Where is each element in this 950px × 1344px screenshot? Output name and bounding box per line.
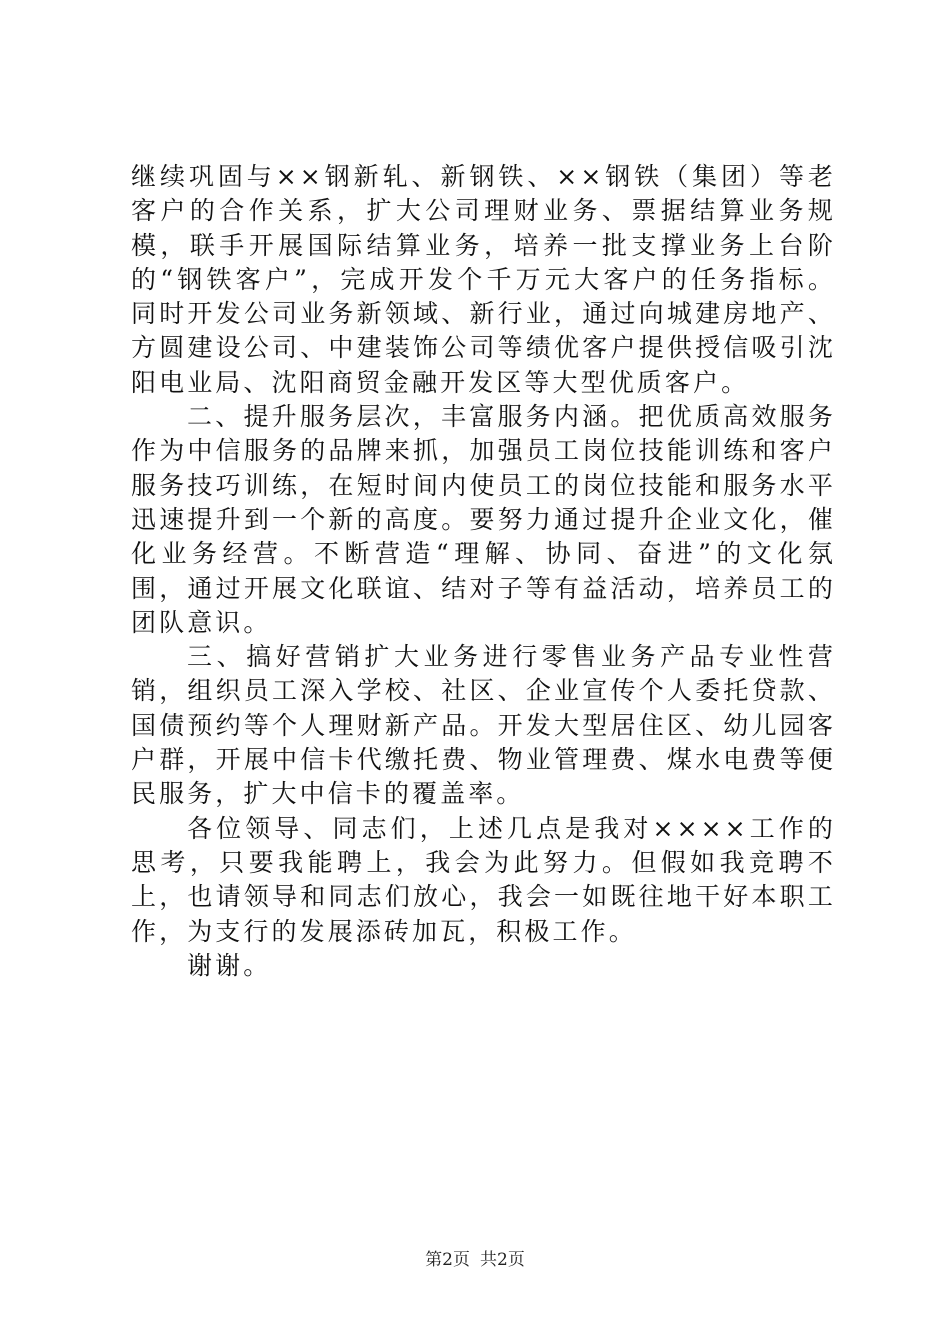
- paragraph-thanks: 谢谢。: [187, 950, 272, 980]
- page-footer: [0, 1245, 950, 1270]
- document-body: [131, 160, 836, 983]
- paragraph-continuation: 继续巩固与××钢新轧、新钢铁、××钢铁（集团）等老客户的合作关系，扩大公司理财业务、票据结算业务规模，联手开展国际结算业务，培养一批支撑业务上台阶的“钢铁客户”，完成开发个千万元大客户的任务指标。同时开发公司业务新领域、新行业，通过向城建房地产、方圆建设公司、中建装饰公司等绩优客户提供授信吸引沈阳电业局、沈阳商贸金融开发区等大型优质客户。: [131, 162, 836, 397]
- page-number-total: 共2页: [480, 1250, 525, 1270]
- page-number-current: 第2页: [425, 1250, 470, 1270]
- paragraph-closing: 各位领导、同志们，上述几点是我对××××工作的思考，只要我能聘上，我会为此努力。但假如我竞聘不上，也请领导和同志们放心，我会一如既往地干好本职工作，为支行的发展添砖加瓦，积极工作。: [131, 813, 836, 946]
- paragraph-marketing: 三、搞好营销扩大业务进行零售业务产品专业性营销，组织员工深入学校、社区、企业宣传个人委托贷款、国债预约等个人理财新产品。开发大型居住区、幼儿园客户群，开展中信卡代缴托费、物业管理费、煤水电费等便民服务，扩大中信卡的覆盖率。: [131, 642, 836, 809]
- paragraph-service: 二、提升服务层次，丰富服务内涵。把优质高效服务作为中信服务的品牌来抓，加强员工岗位技能训练和客户服务技巧训练，在短时间内使员工的岗位技能和服务水平迅速提升到一个新的高度。要努力通过提升企业文化，催化业务经营。不断营造“理解、协同、奋进”的文化氛围，通过开展文化联谊、结对子等有益活动，培养员工的团队意识。: [131, 402, 836, 637]
